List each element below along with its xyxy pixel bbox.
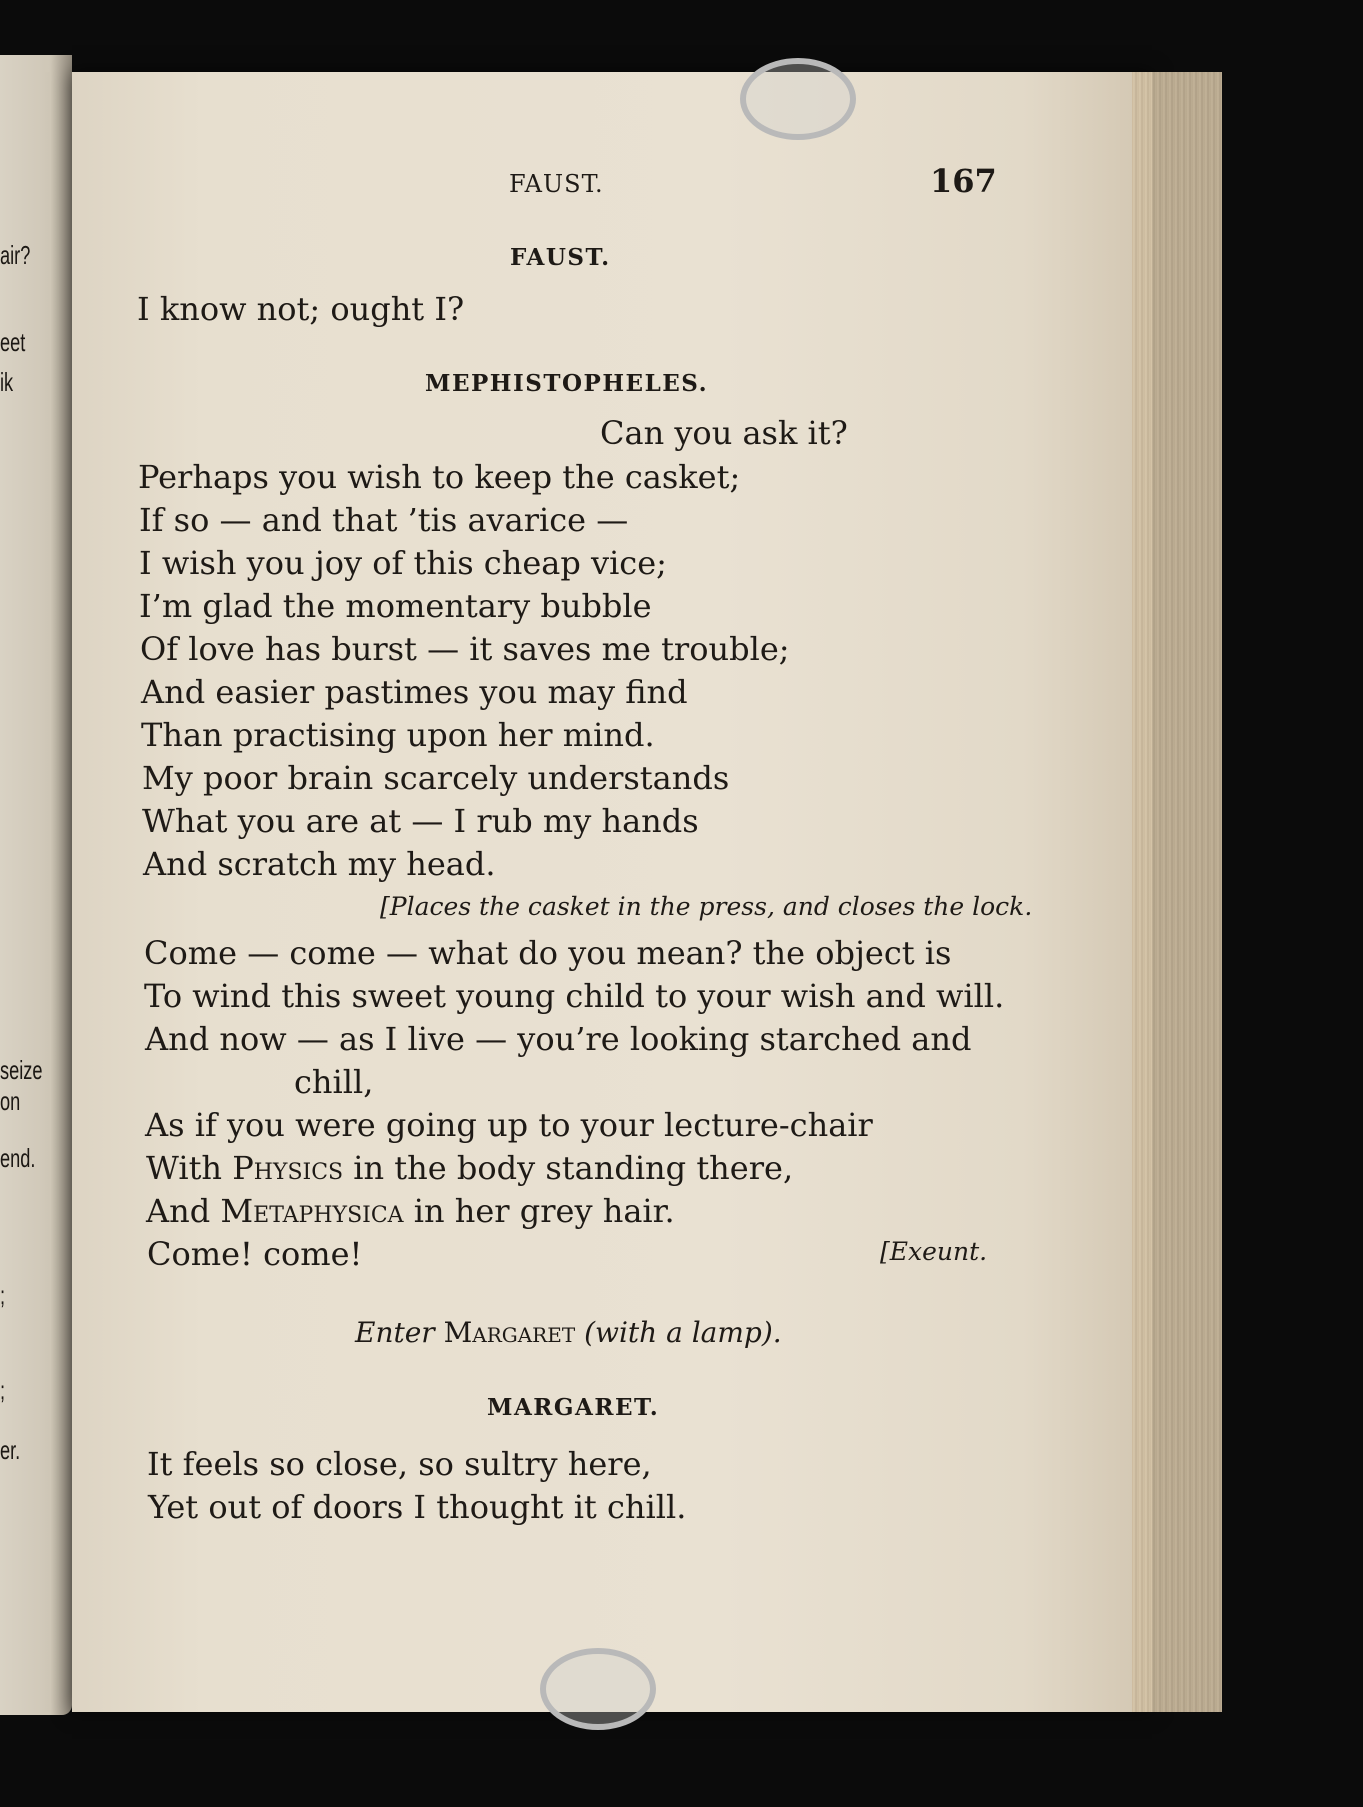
left-fragment: eet <box>0 327 26 357</box>
left-fragment: ik <box>0 367 14 397</box>
left-page-edge <box>0 55 72 1715</box>
verse-line: And easier pastimes you may find <box>141 673 688 711</box>
verse-line: chill, <box>294 1063 374 1101</box>
verse-line: Come — come — what do you mean? the object is <box>144 934 952 972</box>
verse-line: And now — as I live — you’re looking starched and <box>145 1020 972 1058</box>
left-fragment: seize on <box>0 1055 43 1116</box>
entry-direction <box>355 1316 782 1349</box>
speaker-faust: FAUST. <box>510 244 611 271</box>
physics-word: Physics <box>232 1149 344 1187</box>
verse-text: And <box>146 1192 221 1230</box>
verse-line: To wind this sweet young child to your wish and will. <box>144 977 1005 1015</box>
verse-line <box>146 1149 793 1187</box>
verse-line: And scratch my head. <box>143 845 496 883</box>
verse-line: Yet out of doors I thought it chill. <box>148 1488 687 1526</box>
speaker-margaret: MARGARET. <box>487 1394 660 1421</box>
verse-line: If so — and that ’tis avarice — <box>139 501 629 539</box>
page-clip-bottom <box>540 1648 656 1730</box>
verse-line: Can you ask it? <box>600 414 848 452</box>
verse-line <box>146 1192 675 1230</box>
stage-direction-exeunt: [Exeunt. <box>880 1237 988 1266</box>
left-fragment: ; <box>0 1280 6 1310</box>
verse-line: My poor brain scarcely understands <box>142 759 730 797</box>
page-clip-top <box>740 58 856 140</box>
verse-text: in her grey hair. <box>403 1192 675 1230</box>
left-fragment: er. <box>0 1435 21 1465</box>
left-fragment: end. <box>0 1143 36 1173</box>
verse-line: Perhaps you wish to keep the casket; <box>138 458 741 496</box>
running-title: FAUST. <box>509 170 604 198</box>
entry-with-lamp: (with a lamp). <box>584 1316 782 1349</box>
page-stack-edge <box>1132 72 1222 1712</box>
entry-enter: Enter <box>355 1316 435 1349</box>
verse-line: What you are at — I rub my hands <box>142 802 699 840</box>
page-number: 167 <box>930 162 997 200</box>
speaker-mephistopheles: MEPHISTOPHELES. <box>425 370 709 397</box>
verse-line: I’m glad the momentary bubble <box>139 587 652 625</box>
verse-line: Come! come! <box>147 1235 363 1273</box>
verse-line: It feels so close, so sultry here, <box>147 1445 652 1483</box>
verse-line: I wish you joy of this cheap vice; <box>139 544 667 582</box>
verse-line: As if you were going up to your lecture-chair <box>145 1106 873 1144</box>
verse-line: I know not; ought I? <box>137 290 465 328</box>
left-fragment: air? <box>0 240 31 270</box>
metaphysica-word: Metaphysica <box>220 1192 404 1230</box>
verse-line: Than practising upon her mind. <box>141 716 655 754</box>
verse-text: in the body standing there, <box>343 1149 794 1187</box>
verse-line: Of love has burst — it saves me trouble; <box>140 630 790 668</box>
verse-text: With <box>146 1149 233 1187</box>
entry-name: Margaret <box>434 1316 585 1349</box>
stage-direction: [Places the casket in the press, and closes the lock. <box>380 892 1033 921</box>
left-fragment: ; <box>0 1375 6 1405</box>
